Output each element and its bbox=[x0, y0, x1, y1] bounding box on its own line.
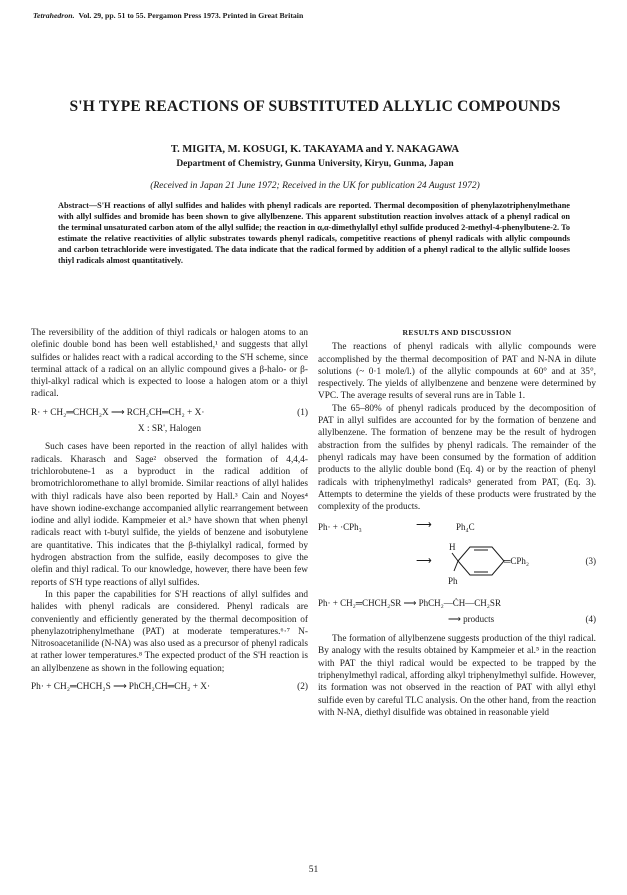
phenyl-label: Ph bbox=[448, 576, 458, 587]
right-column bbox=[318, 327, 596, 719]
received-dates: (Received in Japan 21 June 1972; Received in the UK for publication 24 August 1972) bbox=[150, 181, 480, 191]
hydrogen-label: H bbox=[449, 542, 456, 553]
page-number: 51 bbox=[308, 865, 319, 875]
equation-text: R· + CH₂═CHCH₂X ⟶ RCH₂CH═CH₂ + X· bbox=[31, 407, 205, 418]
section-heading: RESULTS AND DISCUSSION bbox=[402, 328, 512, 337]
journal-header bbox=[33, 11, 303, 20]
journal-name: Tetrahedron. bbox=[33, 11, 75, 20]
diphenylmethylene-label: ═CPh₂ bbox=[504, 556, 530, 567]
paragraph: Such cases have been reported in the reaction of allyl halides with radicals. Kharasch and Sage² observed the formation of 4,4,4-trichlorobutene-1 as a byproduct in the radical addition of bromotrichloromethane to allyl bromide. Similar reactions of allyl halides with thiyl radicals have also been reported by Hall.³ Cain and Noyes⁴ have shown iodine-exchange accompanied allylic rearrangement between iodine and allyl iodide. Kampmeier et al.⁵ have shown that when phenyl radicals react with t-butyl sulfide, the yields of benzene and isobutylene are quantitative. This indicates that the β-thiylalkyl radical, formed by hydrogen abstraction from the sulfide, easily decomposes to give the olefin and thiyl radical. To our knowledge, however, there have been few reports of S'H type reactions of allyl sulfides. bbox=[31, 442, 308, 588]
equation-3-scheme bbox=[318, 519, 596, 591]
reaction-arrow: ⟶ bbox=[416, 519, 432, 532]
equation-number: (4) bbox=[585, 613, 596, 624]
equation-text: Ph· + CH₂═CHCH₂SR ⟶ PhCH₂—ĊH—CH₂SR bbox=[318, 598, 501, 609]
equation-text: Ph· + CH₂═CHCH₂S ⟶ PhCH₂CH═CH₂ + X· bbox=[31, 682, 211, 693]
paragraph: In this paper the capabilities for S'H reactions of allyl sulfides and halides with phenyl radicals are considered. Phenyl radicals are conveniently and efficiently generated by the thermal decomposition of phenylazotriphenylmethane (PAT) at moderate temperatures.⁶·⁷ N-Nitrosoacetanilide (N-NA) was also used as a precursor of phenyl radicals at rather lower temperatures.⁸ The expected product of the S'H reaction is an allylbenzene as shown in the following equation; bbox=[31, 589, 308, 674]
affiliation: Department of Chemistry, Gunma University, Kiryu, Gunma, Japan bbox=[176, 159, 454, 169]
equation-4-products bbox=[318, 613, 596, 625]
equation-number: (1) bbox=[297, 407, 308, 418]
paragraph: The reactions of phenyl radicals with allylic compounds were accomplished by the thermal decomposition of PAT and N-NA in dilute solutions (~ 0·1 mole/l.) of the allylic compounds at 60° and at 35°, respectively. The yields of allylbenzene and benzene were determined by VPC. The average results of several runs are in Table 1. bbox=[318, 342, 596, 402]
author-list: T. MIGITA, M. KOSUGI, K. TAKAYAMA and Y. NAKAGAWA bbox=[170, 144, 460, 155]
equation-reactants: Ph· + ·CPh₃ bbox=[318, 522, 362, 533]
abstract bbox=[58, 201, 570, 266]
equation-1-note: X : SR', Halogen bbox=[137, 424, 202, 435]
equation-2 bbox=[31, 681, 308, 693]
reaction-arrow: ⟶ bbox=[416, 555, 432, 568]
equation-number: (3) bbox=[585, 556, 596, 567]
equation-number: (2) bbox=[297, 682, 308, 693]
equation-text: ⟶ products bbox=[448, 613, 495, 624]
paragraph: The reversibility of the addition of thiyl radicals or halogen atoms to an olefinic double bond has been well established,¹ and suggests that allyl sulfides or halides react with a radical according to the S'H scheme, since terminal attack of a radical on an allylic compound gives a β-halo- or β-thiyl-alkyl radical which is expected to loose a halogen atom or a thiyl radical. bbox=[31, 328, 308, 400]
left-column bbox=[31, 327, 308, 697]
paragraph: The 65–80% of phenyl radicals produced by the decomposition of PAT in allyl sulfides are accounted for by the formation of benzene and allylbenzene. The formation of benzene may be the result of hydrogen abstraction from the sulfides by phenyl radicals. The remainder of the phenyl radicals may have been consumed by the formation of addition products to the allylic double bond (Eq. 4) or by the reaction of phenyl radicals with triphenylmethyl radicals⁵ generated from PAT, (Eq. 3). Attempts to determine the yields of these products were frustrated by the complexity of the products. bbox=[318, 403, 596, 513]
abstract-text: Abstract—S'H reactions of allyl sulfides and halides with phenyl radicals are reported. Thermal decomposition of phenylazotriphenylmethane with allyl sulfides and bromide has been shown to give allylbenzene. This apparent substitution reaction involves attack of a phenyl radical on the terminal unsaturated carbon atom of the allyl sulfide; the reaction in α,α-dimethylallyl ethyl sulfide produced 2-methyl-4-phenylbutene-2. To estimate the relative reactivities of allylic substrates towards phenyl radicals, competitive reactions of phenyl radicals with allylic compounds and carbon tetrachloride were investigated. The data indicate that the radical formed by addition of a phenyl radical to the allylic sulfide looses thiyl radicals almost quantitatively. bbox=[58, 201, 570, 265]
paragraph: The formation of allylbenzene suggests production of the thiyl radical. By analogy with the results obtained by Kampmeier et al.⁵ in the reaction with PAT the thiyl radical would be expected to be trapped by the triphenylmethyl radical, affording alkyl triphenylmethyl sulfide. However, its formation was not observed in the reaction of PAT with allyl ethyl sulfide even by careful TLC analysis. On the other hand, from the reaction with N-NA, diethyl disulfide was obtained in reasonable yield bbox=[318, 634, 596, 718]
equation-4 bbox=[318, 597, 596, 609]
equation-1 bbox=[31, 407, 308, 419]
journal-citation: Vol. 29, pp. 51 to 55. Pergamon Press 1973. Printed in Great Britain bbox=[78, 11, 304, 20]
equation-product: Ph₄C bbox=[456, 522, 475, 533]
article-title: S'H TYPE REACTIONS OF SUBSTITUTED ALLYLIC COMPOUNDS bbox=[69, 98, 561, 115]
